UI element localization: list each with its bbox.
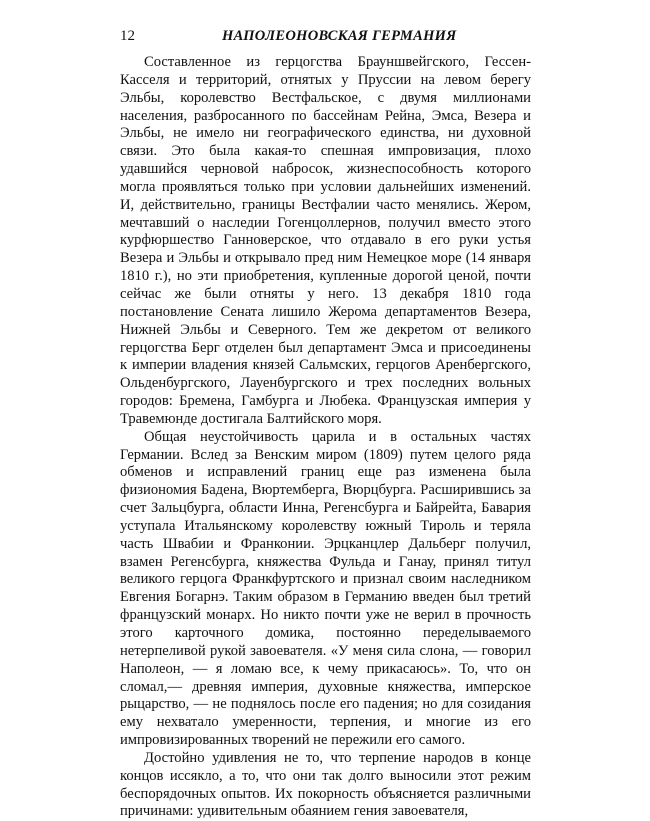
paragraph: Составленное из герцогства Брауншвейгского, Гессен-Касселя и территорий, отнятых у Пруссии на левом берегу Эльбы, королевство Вестфальское, с двумя миллионами населения, разбросанного по бассейнам Рейна, Эмса, Везера и Эльбы, не имело ни географического единства, ни духовной связи. Это была какая-то спешная импровизация, плохо удавшийся черновой набросок, жизнеспособность которого могла проявляться только при условии дальнейших изменений. И, действительно, границы Вестфалии часто менялись. Жером, мечтавший о наследии Гогенцоллернов, получил вместо этого курфюршество Ганноверское, что отдавало в его руки устья Везера и Эльбы и открывало пред ним Немецкое море (14 января 1810 г.), но эти приобретения, купленные дорогой ценой, почти сейчас же были отняты у него. 13 декабря 1810 года постановление Сената лишило Жерома департаментов Везера, Нижней Эльбы и Северного. Тем же декретом от великого герцогства Берг отделен был департамент Эмса и присоединены к империи владения князей Сальмских, герцогов Аренбергского, Ольденбургского, Лауенбургского и трех последних вольных городов: Бремена, Гамбурга и Любека. Французская империя у Травемюнде достигала Балтийского моря. bbox=[120, 54, 531, 427]
book-page bbox=[120, 28, 531, 821]
paragraph: Общая неустойчивость царила и в остальных частях Германии. Вслед за Венским миром (1809) путем целого ряда обменов и исправлений границ еще раз изменена была физиономия Бадена, Вюртемберга, Вюрцбурга. Расширившись за счет Зальцбурга, области Инна, Регенсбурга и Байрейта, Бавария уступала Итальянскому королевству южный Тироль и теряла часть Швабии и Франконии. Эрцканцлер Дальберг получил, взамен Регенсбурга, княжества Фульда и Ганау, принял титул великого герцога Франкфуртского и признал своим наследником Евгения Богарнэ. Таким образом в Германию введен был третий французский монарх. Но никто почти уже не верил в прочность этого карточного домика, постоянно переделываемого нетерпеливой рукой завоевателя. «У меня сила слона, — говорил Наполеон, — я ломаю все, к чему прикасаюсь». То, что он сломал,— древняя империя, духовные княжества, имперское рыцарство, — не поднялось после его падения; но для созидания ему нехватало умеренности, терпения, и многие из его импровизированных творений не пережили его самого. bbox=[120, 428, 531, 749]
page-header bbox=[120, 28, 531, 50]
page-number: 12 bbox=[120, 28, 135, 44]
running-title: НАПОЛЕОНОВСКАЯ ГЕРМАНИЯ bbox=[222, 28, 457, 44]
body-text bbox=[120, 54, 531, 821]
paragraph: Достойно удивления не то, что терпение народов в конце концов иссякло, а то, что они так долго выносили этот режим беспорядочных опытов. Их покорность объясняется различными причинами: удивительным обаянием гения завоевателя, bbox=[120, 749, 531, 820]
